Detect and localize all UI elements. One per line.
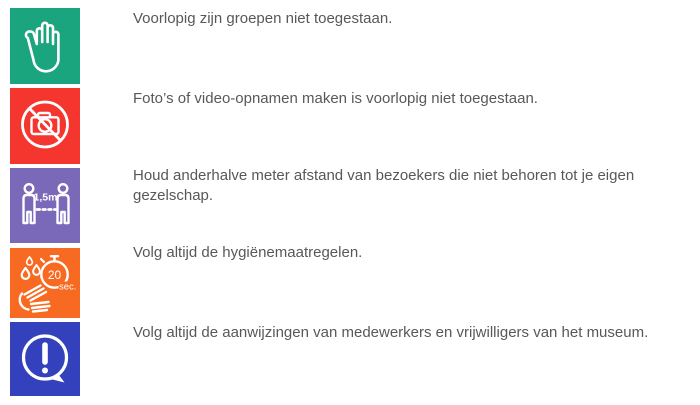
wash-hands-20-sec-icon (10, 248, 80, 318)
timer-number-label: 20 (47, 268, 62, 282)
distance-label: 1,5m (33, 191, 58, 204)
rule-text: Volg altijd de aanwijzingen van medewerkers en vrijwilligers van het museum. (133, 324, 649, 341)
timer-unit-label: sec. (59, 281, 77, 293)
rule-text: Volg altijd de hygiënemaatregelen. (133, 244, 363, 261)
no-photography-icon (10, 88, 80, 164)
rule-text: Voorlopig zijn groepen niet toegestaan. (133, 10, 393, 27)
distance-1-5m-icon (10, 168, 80, 243)
stop-hand-icon (10, 8, 80, 84)
alert-speech-bubble-icon (10, 322, 80, 396)
rule-text: Houd anderhalve meter afstand van bezoekers die niet behoren tot je eigen gezelschap. (133, 167, 635, 204)
rule-text: Foto’s of video-opnamen maken is voorlopig niet toegestaan. (133, 90, 538, 107)
